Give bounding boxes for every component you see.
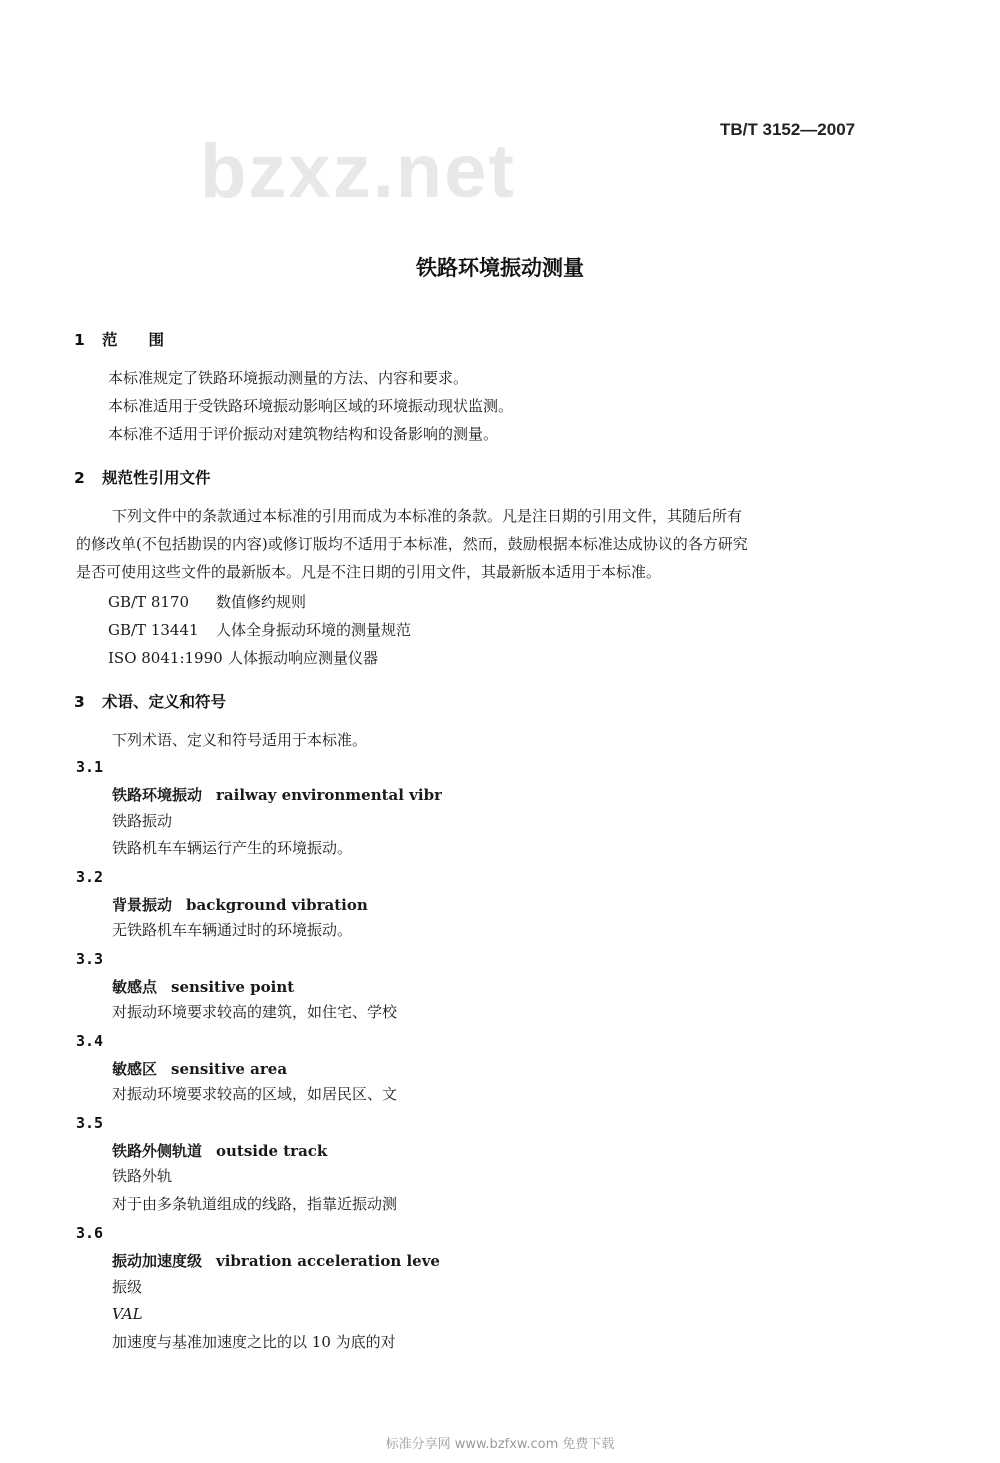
standard-code: TB/T 3152—2007 [720,120,856,139]
reference-item [108,592,306,614]
reference-item [108,648,378,670]
term-number: 3.2 [76,868,104,886]
term-title [112,1250,442,1271]
term-line: 铁路外轨 [112,1167,173,1185]
term-line: 铁路机车车辆运行产生的环境振动。 [112,839,353,857]
term-zh: 敏感点 [112,978,158,996]
reference-code: GB/T 8170 [108,593,190,611]
section-title: 术语、定义和符号 [102,693,227,711]
footer-link[interactable]: 标准分享网 www.bzfxw.com 免费下载 [385,1437,615,1452]
paragraph: 本标准规定了铁路环境振动测量的方法、内容和要求。 [108,369,469,387]
term-title [112,1140,442,1161]
term-title [112,1058,442,1079]
paragraph: 本标准不适用于评价振动对建筑物结构和设备影响的测量。 [108,425,499,443]
section-number: 1 [74,331,85,349]
paragraph: 下列术语、定义和符号适用于本标准。 [112,731,368,749]
reference-title: 数值修约规则 [216,593,307,611]
term-number: 3.6 [76,1224,104,1242]
term-line: 振级 [112,1278,143,1296]
watermark: bzxz.net [200,129,516,214]
term-en: sensitive point [171,978,295,996]
term-line: 对振动环境要求较高的区域，如居民区、文 [112,1085,398,1103]
section-number: 3 [74,693,85,711]
section-title: 范 围 [102,331,165,349]
term-en: vibration acceleration leve [216,1252,440,1270]
term-zh: 振动加速度级 [112,1252,203,1270]
reference-item [108,620,411,642]
term-line: 铁路振动 [112,812,173,830]
reference-title: 人体全身振动环境的测量规范 [216,621,412,639]
section-number: 2 [74,469,85,487]
term-line: 无铁路机车车辆通过时的环境振动。 [112,921,353,939]
reference-title: 人体振动响应测量仪器 [228,649,379,667]
term-zh: 铁路外侧轨道 [112,1142,203,1160]
term-title [112,784,442,805]
paragraph-line: 下列文件中的条款通过本标准的引用而成为本标准的条款。凡是注日期的引用文件，其随后所有 [112,507,743,525]
section-3-heading [74,690,226,712]
term-en: outside track [216,1142,328,1160]
term-en: sensitive area [171,1060,288,1078]
term-en: railway environmental vibr [216,786,442,804]
term-symbol: VAL [112,1305,143,1323]
term-en: background vibration [186,896,368,914]
term-line: 对于由多条轨道组成的线路，指靠近振动测 [112,1195,398,1213]
paragraph: 本标准适用于受铁路环境振动影响区域的环境振动现状监测。 [108,397,514,415]
term-number: 3.5 [76,1114,104,1132]
section-2-heading [74,466,211,488]
term-line: 加速度与基准加速度之比的以 10 为底的对 [112,1333,396,1351]
term-number: 3.3 [76,950,104,968]
term-line: 对振动环境要求较高的建筑，如住宅、学校 [112,1003,398,1021]
paragraph-line: 是否可使用这些文件的最新版本。凡是不注日期的引用文件，其最新版本适用于本标准。 [76,563,662,581]
term-zh: 铁路环境振动 [112,786,203,804]
term-number: 3.4 [76,1032,104,1050]
term-zh: 背景振动 [112,896,173,914]
reference-code: ISO 8041:1990 [108,649,223,667]
paragraph-line: 的修改单(不包括勘误的内容)或修订版均不适用于本标准，然而，鼓励根据本标准达成协议的各方研究 [76,535,748,553]
document-title: 铁路环境振动测量 [416,256,584,280]
term-number: 3.1 [76,758,104,776]
section-title: 规范性引用文件 [102,469,211,487]
term-title [112,976,442,997]
section-1-heading [74,328,164,350]
reference-code: GB/T 13441 [108,621,199,639]
term-zh: 敏感区 [112,1060,158,1078]
term-title [112,894,442,915]
